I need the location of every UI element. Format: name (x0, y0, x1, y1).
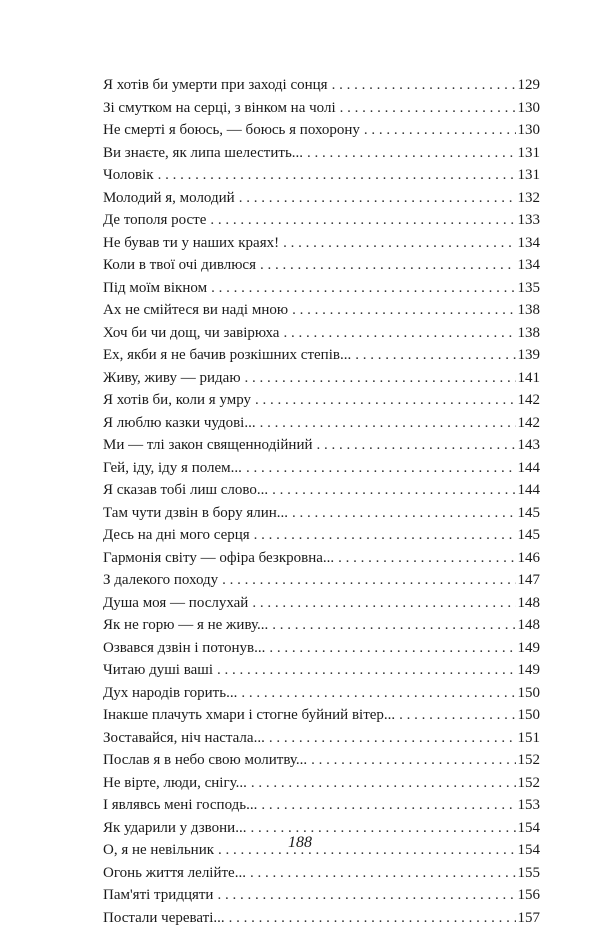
toc-entry-title: Озвався дзвін і потонув... (103, 639, 266, 656)
toc-entry-page: 145 (517, 504, 540, 521)
dot-leader (292, 502, 515, 525)
toc-entry (103, 434, 540, 457)
dot-leader (241, 682, 515, 705)
toc-entry-page: 135 (517, 279, 540, 296)
toc-entry (103, 74, 540, 97)
toc-entry (103, 682, 540, 705)
dot-leader (269, 727, 516, 750)
toc-entry-title: Як ударили у дзвони... (103, 819, 247, 836)
dot-leader (272, 614, 515, 637)
toc-entry-page: 138 (517, 324, 540, 341)
toc-entry (103, 389, 540, 412)
toc-entry-title: Я сказав тобі лиш слово... (103, 482, 269, 498)
toc-entry (103, 479, 540, 502)
dot-leader (399, 704, 515, 727)
toc-entry-page: 134 (517, 257, 540, 273)
toc-entry (103, 862, 540, 885)
toc-entry (103, 637, 540, 660)
toc-entry-title: Не вірте, люди, снігу... (103, 774, 247, 791)
dot-leader (245, 367, 516, 390)
toc-entry-title: Інакше плачуть хмари і стогне буйний вітер... (103, 707, 396, 723)
toc-entry-page: 139 (517, 347, 540, 363)
toc-entry (103, 614, 540, 637)
toc-entry-title: Де тополя росте (103, 212, 207, 228)
toc-entry-title: Коли в твої очі дивлюся (103, 257, 256, 273)
toc-entry-page: 141 (517, 369, 540, 386)
toc-entry-title: Під моїм вікном (103, 279, 208, 296)
dot-leader (252, 592, 515, 615)
table-of-contents (103, 74, 540, 929)
dot-leader (211, 277, 515, 300)
toc-entry-page: 142 (517, 414, 540, 431)
toc-entry (103, 97, 540, 120)
toc-entry (103, 659, 540, 682)
toc-entry-page: 143 (517, 437, 540, 453)
toc-entry-title: Зоставайся, ніч настала... (103, 729, 265, 746)
toc-entry-page: 134 (517, 234, 540, 251)
dot-leader (355, 344, 515, 367)
toc-entry-page: 149 (517, 662, 540, 678)
toc-entry-page: 133 (517, 212, 540, 228)
toc-entry-title: Живу, живу — ридаю (103, 369, 241, 386)
toc-entry (103, 794, 540, 817)
toc-entry-page: 130 (517, 99, 540, 116)
toc-entry-page: 130 (517, 122, 540, 138)
dot-leader (255, 389, 515, 412)
toc-entry-page: 146 (517, 549, 540, 566)
toc-entry-title: Душа моя — послухай (103, 594, 249, 611)
toc-entry-title: Ах не смійтеся ви наді мною (103, 302, 289, 318)
toc-entry (103, 569, 540, 592)
toc-entry-page: 148 (517, 617, 540, 633)
toc-entry-page: 144 (517, 459, 540, 476)
toc-entry-title: Я хотів би, коли я умру (103, 392, 252, 408)
toc-entry-title: Дух народів горить... (103, 684, 238, 701)
toc-entry-title: Гармонія світу — офіра безкровна... (103, 549, 335, 566)
dot-leader (217, 884, 515, 907)
toc-entry-title: Ех, якби я не бачив розкішних степів... (103, 347, 352, 363)
toc-entry (103, 164, 540, 187)
toc-entry-title: Ми — тлі закон священнодійний (103, 437, 313, 453)
toc-entry (103, 704, 540, 727)
dot-leader (246, 457, 516, 480)
toc-entry (103, 547, 540, 570)
toc-entry-page: 132 (517, 189, 540, 206)
toc-entry (103, 772, 540, 795)
toc-entry-title: Гей, іду, іду я полем... (103, 459, 242, 476)
dot-leader (340, 97, 516, 120)
toc-entry (103, 412, 540, 435)
toc-entry (103, 142, 540, 165)
toc-entry-page: 155 (517, 864, 540, 881)
toc-entry-page: 153 (517, 797, 540, 813)
toc-entry-title: Не смерті я боюсь, — боюсь я похорону (103, 122, 360, 138)
toc-entry (103, 727, 540, 750)
toc-entry-title: Читаю душі ваші (103, 662, 213, 678)
toc-entry-page: 131 (517, 167, 540, 183)
dot-leader (338, 547, 515, 570)
dot-leader (261, 794, 515, 817)
toc-entry-title: Зі смутком на серці, з вінком на чолі (103, 99, 336, 116)
page-number: 188 (288, 834, 312, 851)
toc-entry (103, 592, 540, 615)
dot-leader (332, 74, 516, 97)
toc-entry (103, 457, 540, 480)
dot-leader (317, 434, 516, 457)
toc-entry-title: Я хотів би умерти при заході сонця (103, 77, 328, 93)
toc-entry-title: О, я не невільник (103, 842, 215, 858)
toc-entry-page: 145 (517, 527, 540, 543)
toc-entry (103, 209, 540, 232)
toc-entry (103, 119, 540, 142)
toc-entry-page: 148 (517, 594, 540, 611)
toc-entry-title: Хоч би чи дощ, чи завірюха (103, 324, 280, 341)
toc-entry (103, 277, 540, 300)
dot-leader (222, 569, 515, 592)
dot-leader (260, 412, 516, 435)
toc-entry-page: 150 (517, 707, 540, 723)
dot-leader (158, 164, 516, 187)
toc-entry-title: Десь на дні мого серця (103, 527, 250, 543)
toc-entry-page: 154 (517, 842, 540, 858)
toc-entry-title: Послав я в небо свою молитву... (103, 752, 308, 768)
dot-leader (292, 299, 515, 322)
toc-entry-title: Не бував ти у наших краях! (103, 234, 280, 251)
dot-leader (364, 119, 516, 142)
toc-entry-title: І являвсь мені господь... (103, 797, 258, 813)
toc-entry-page: 154 (517, 819, 540, 836)
dot-leader (283, 232, 515, 255)
dot-leader (229, 907, 516, 930)
dot-leader (272, 479, 515, 502)
dot-leader (311, 749, 515, 772)
toc-entry (103, 884, 540, 907)
dot-leader (269, 637, 515, 660)
toc-entry-title: Я люблю казки чудові... (103, 414, 256, 431)
dot-leader (254, 524, 516, 547)
toc-entry-title: Там чути дзвін в бору ялин... (103, 504, 289, 521)
toc-entry-title: Молодий я, молодий (103, 189, 235, 206)
toc-entry (103, 502, 540, 525)
toc-entry-page: 151 (517, 729, 540, 746)
dot-leader (307, 142, 515, 165)
dot-leader (250, 862, 516, 885)
toc-entry-page: 129 (517, 77, 540, 93)
toc-entry-page: 149 (517, 639, 540, 656)
toc-entry-page: 138 (517, 302, 540, 318)
dot-leader (283, 322, 515, 345)
toc-entry-title: Пам'яті тридцяти (103, 887, 214, 903)
toc-entry-page: 147 (517, 572, 540, 588)
toc-entry-page: 142 (517, 392, 540, 408)
toc-entry (103, 254, 540, 277)
toc-entry (103, 232, 540, 255)
toc-entry-title: Ви знаєте, як липа шелестить... (103, 144, 304, 161)
toc-entry (103, 322, 540, 345)
toc-entry-title: Чоловік (103, 167, 154, 183)
toc-entry (103, 299, 540, 322)
toc-entry-page: 131 (517, 144, 540, 161)
toc-entry-page: 152 (517, 774, 540, 791)
toc-entry (103, 344, 540, 367)
dot-leader (251, 772, 516, 795)
toc-entry (103, 749, 540, 772)
toc-entry (103, 187, 540, 210)
toc-entry (103, 907, 540, 930)
dot-leader (210, 209, 515, 232)
toc-entry (103, 367, 540, 390)
toc-entry-page: 157 (517, 909, 540, 926)
toc-entry-title: Постали череваті... (103, 909, 225, 926)
dot-leader (239, 187, 516, 210)
toc-entry-page: 144 (517, 482, 540, 498)
toc-entry-title: Як не горю — я не живу... (103, 617, 269, 633)
dot-leader (260, 254, 516, 277)
toc-entry (103, 524, 540, 547)
toc-entry-title: З далекого походу (103, 572, 219, 588)
toc-entry-title: Огонь життя лелійте... (103, 864, 246, 881)
toc-entry-page: 156 (517, 887, 540, 903)
toc-entry-page: 152 (517, 752, 540, 768)
dot-leader (217, 659, 516, 682)
toc-entry-page: 150 (517, 684, 540, 701)
